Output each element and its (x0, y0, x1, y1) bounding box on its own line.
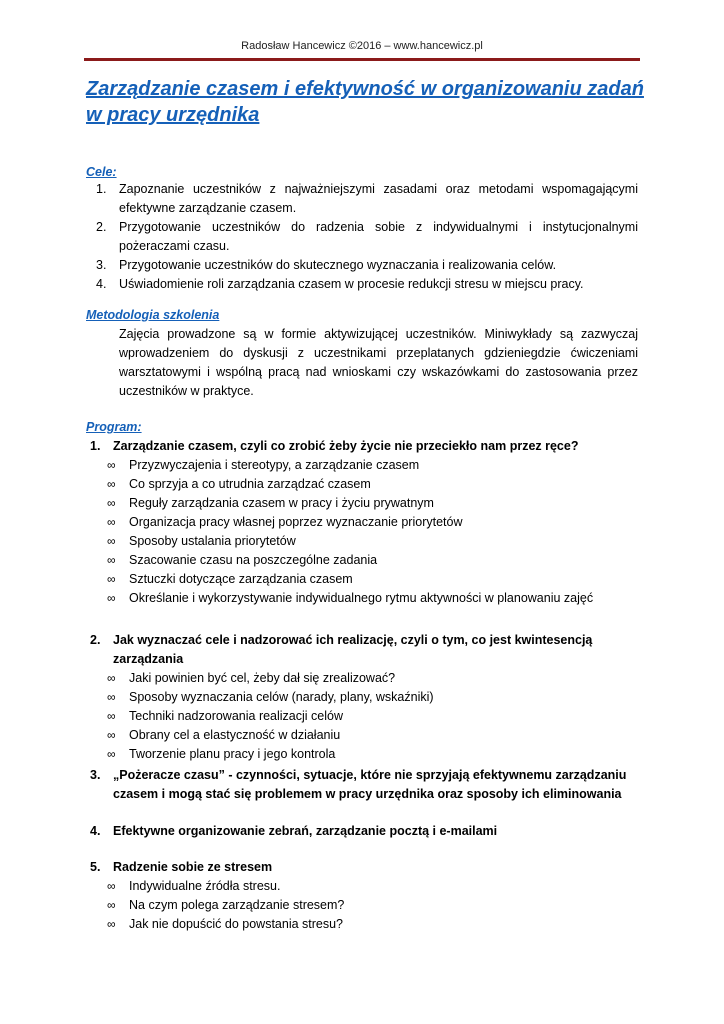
cele-item (86, 180, 638, 218)
list-item (86, 589, 646, 608)
cele-item-number: 1. (96, 182, 107, 196)
list-item (86, 551, 646, 570)
infinity-bullet-icon: ∞ (107, 591, 116, 605)
list-item-text: Na czym polega zarządzanie stresem? (129, 898, 345, 912)
list-item-text: Określanie i wykorzystywanie indywidualnego rytmu aktywności w planowaniu zajęć (129, 591, 594, 605)
list-item-text: Indywidualne źródła stresu. (129, 879, 281, 893)
program-section-number: 3. (90, 768, 101, 782)
document-title: Zarządzanie czasem i efektywność w organizowaniu zadań w pracy urzędnika (86, 78, 644, 126)
list-item-text: Sztuczki dotyczące zarządzania czasem (129, 572, 353, 586)
header-divider (84, 58, 640, 61)
list-item-text: Jak nie dopuścić do powstania stresu? (129, 917, 344, 931)
program-section-title: Zarządzanie czasem, czyli co zrobić żeby życie nie przeciekło nam przez ręce? (113, 439, 579, 453)
infinity-bullet-icon: ∞ (107, 534, 116, 548)
infinity-bullet-icon: ∞ (107, 709, 116, 723)
program-section-title: Radzenie sobie ze stresem (113, 860, 273, 874)
list-item-text: Tworzenie planu pracy i jego kontrola (129, 747, 336, 761)
cele-item-text: Zapoznanie uczestników z najważniejszymi zasadami oraz metodami wspomagającymi efektywne zarządzanie czasem. (119, 182, 638, 215)
program-section-3 (86, 766, 646, 804)
list-item-text: Przyzwyczajenia i stereotypy, a zarządzanie czasem (129, 458, 420, 472)
metodologia-label: Metodologia szkolenia (86, 308, 220, 322)
program-section-heading (86, 766, 646, 804)
cele-item-number: 3. (96, 258, 107, 272)
cele-item-text: Uświadomienie roli zarządzania czasem w procesie redukcji stresu w miejscu pracy. (119, 277, 584, 291)
program-section-heading (86, 858, 646, 877)
cele-item-number: 2. (96, 220, 107, 234)
program-section-4 (86, 822, 646, 841)
infinity-bullet-icon: ∞ (107, 515, 116, 529)
list-item (86, 532, 646, 551)
program-section-number: 4. (90, 824, 101, 838)
infinity-bullet-icon: ∞ (107, 747, 116, 761)
program-section-number: 2. (90, 633, 101, 647)
infinity-bullet-icon: ∞ (107, 477, 116, 491)
list-item-text: Reguły zarządzania czasem w pracy i życiu prywatnym (129, 496, 434, 510)
cele-label: Cele: (86, 165, 117, 179)
program-subitems (86, 877, 646, 934)
list-item (86, 707, 646, 726)
cele-item-text: Przygotowanie uczestników do skutecznego wyznaczania i realizowania celów. (119, 258, 557, 272)
list-item (86, 570, 646, 589)
infinity-bullet-icon: ∞ (107, 671, 116, 685)
program-section-heading (86, 631, 646, 669)
infinity-bullet-icon: ∞ (107, 898, 116, 912)
list-item (86, 688, 646, 707)
list-item (86, 669, 646, 688)
infinity-bullet-icon: ∞ (107, 553, 116, 567)
cele-item-text: Przygotowanie uczestników do radzenia sobie z indywidualnymi i instytucjonalnymi pożeraczami czasu. (119, 220, 638, 253)
list-item (86, 456, 646, 475)
cele-item (86, 256, 638, 275)
infinity-bullet-icon: ∞ (107, 879, 116, 893)
page-header: Radosław Hancewicz ©2016 – www.hancewicz.pl (241, 40, 483, 52)
program-section-number: 1. (90, 439, 101, 453)
infinity-bullet-icon: ∞ (107, 496, 116, 510)
cele-item-number: 4. (96, 277, 107, 291)
list-item (86, 877, 646, 896)
list-item-text: Sposoby ustalania priorytetów (129, 534, 296, 548)
list-item-text: Techniki nadzorowania realizacji celów (129, 709, 343, 723)
program-subitems (86, 669, 646, 764)
list-item-text: Jaki powinien być cel, żeby dał się zrealizować? (129, 671, 396, 685)
infinity-bullet-icon: ∞ (107, 572, 116, 586)
program-section-number: 5. (90, 860, 101, 874)
infinity-bullet-icon: ∞ (107, 458, 116, 472)
infinity-bullet-icon: ∞ (107, 728, 116, 742)
cele-item (86, 275, 638, 294)
program-label: Program: (86, 420, 142, 434)
program-section-heading (86, 822, 646, 841)
list-item (86, 896, 646, 915)
metodologia-text: Zajęcia prowadzone są w formie aktywizującej uczestników. Miniwykłady są zazwyczaj wprowadzeniem do dyskusji z uczestnikami przeplatanych gdzieniegdzie ćwiczeniami warsztatowymi i wspólną pracą nad wnioskami czy wskazówkami do zastosowania przez uczestników w praktyce. (119, 327, 638, 398)
list-item (86, 745, 646, 764)
cele-item (86, 218, 638, 256)
program-section-5 (86, 858, 646, 934)
program-section-title: Efektywne organizowanie zebrań, zarządzanie pocztą i e-mailami (113, 824, 498, 838)
program-subitems (86, 456, 646, 608)
list-item-text: Szacowanie czasu na poszczególne zadania (129, 553, 378, 567)
program-section-1 (86, 437, 646, 608)
cele-list (86, 180, 638, 294)
list-item (86, 494, 646, 513)
list-item-text: Organizacja pracy własnej poprzez wyznaczanie priorytetów (129, 515, 463, 529)
infinity-bullet-icon: ∞ (107, 690, 116, 704)
list-item-text: Co sprzyja a co utrudnia zarządzać czasem (129, 477, 371, 491)
list-item (86, 915, 646, 934)
list-item-text: Sposoby wyznaczania celów (narady, plany, wskaźniki) (129, 690, 434, 704)
program-section-2 (86, 631, 646, 764)
list-item-text: Obrany cel a elastyczność w działaniu (129, 728, 341, 742)
program-section-heading (86, 437, 646, 456)
program-section-title: „Pożeracze czasu” - czynności, sytuacje, które nie sprzyjają efektywnemu zarządzaniu czasem i mogą stać się problemem w pracy urzędnika oraz sposoby ich eliminowania (113, 768, 627, 801)
program-section-title: Jak wyznaczać cele i nadzorować ich realizację, czyli o tym, co jest kwintesencją zarządzania (113, 633, 593, 666)
list-item (86, 726, 646, 745)
list-item (86, 513, 646, 532)
list-item (86, 475, 646, 494)
infinity-bullet-icon: ∞ (107, 917, 116, 931)
